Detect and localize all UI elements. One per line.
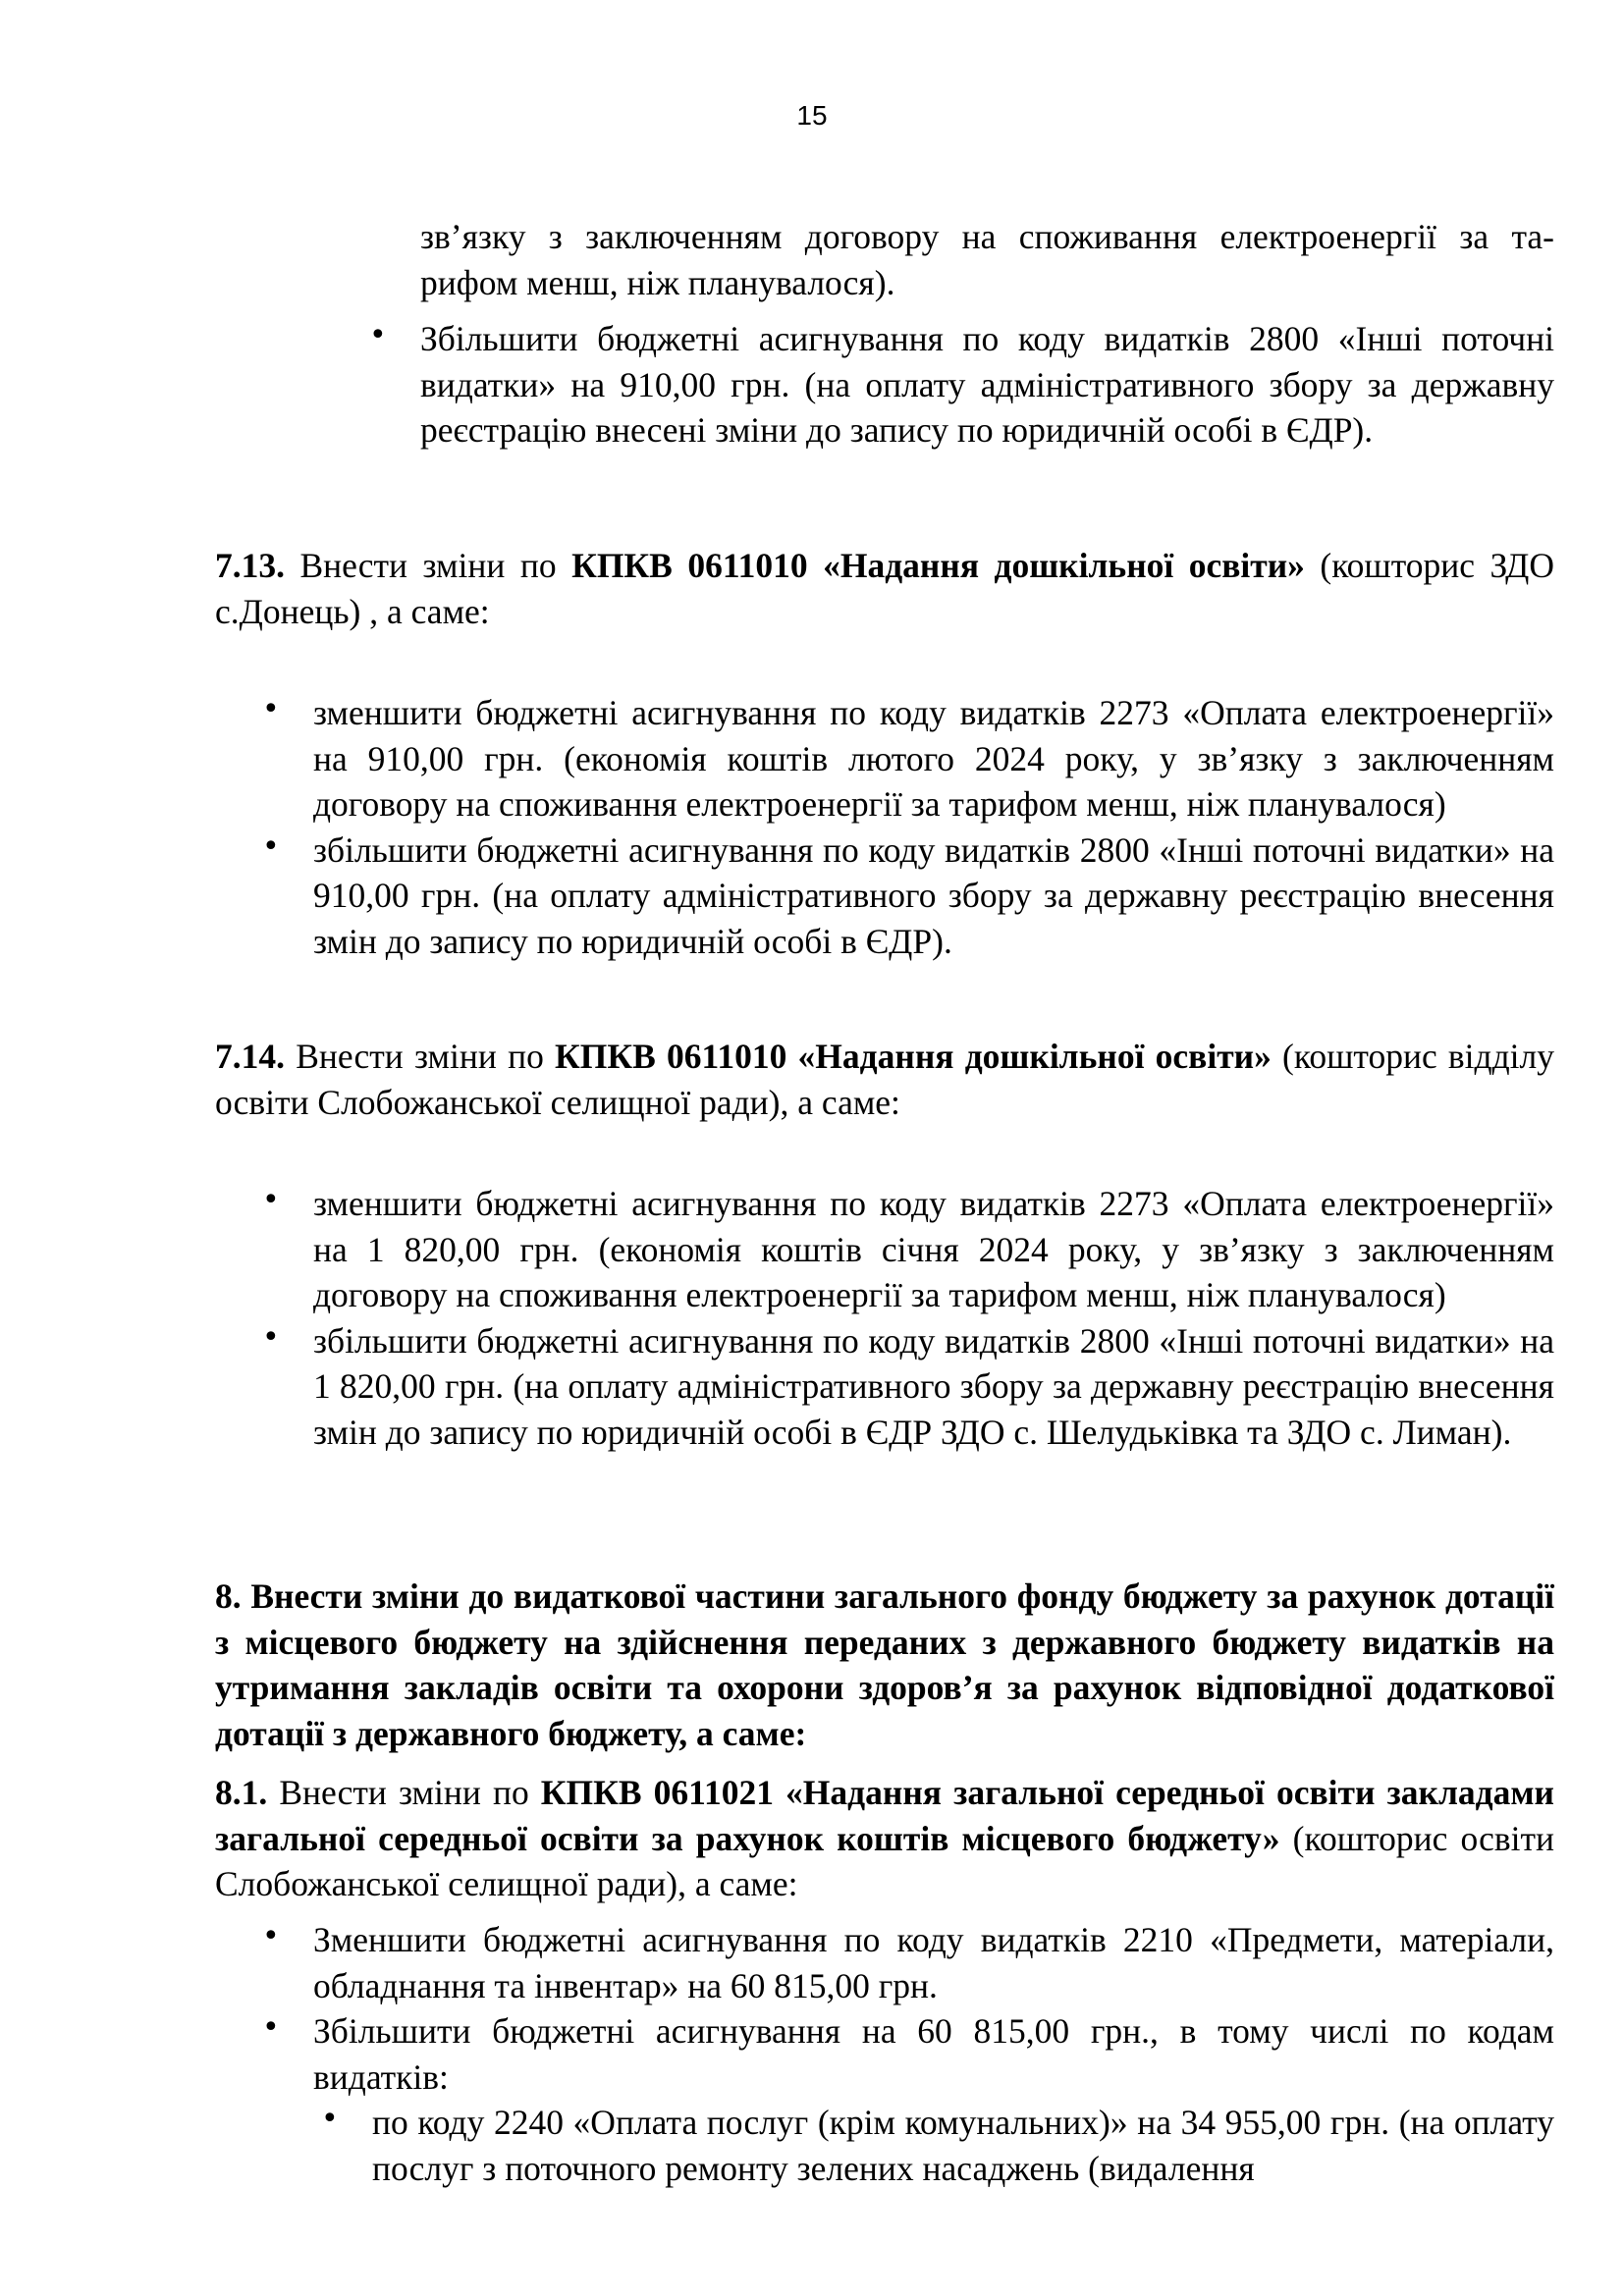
section-7-14 (215, 1034, 1554, 1125)
continuation-text (420, 214, 1554, 305)
heading-lead: Внести зміни по (285, 1037, 556, 1076)
heading-rest: (кошторис освіти Слобожанської селищної ради), а саме: (215, 1818, 1554, 1903)
heading-lead: Внести зміни по (267, 1773, 541, 1812)
list-item: • збільшити бюджетні асигнування по коду видатків 2800 «Інші поточні видатки» на 1 820,00 грн. (на оплату адміністративного збору за державну реєстрацію внесення змін до запису по юридичній особі в ЄДР ЗДО с. Шелудьківка та ЗДО с. Лиман). (313, 1318, 1554, 1456)
section-7-14-bullets (215, 1181, 1554, 1455)
dash-list (313, 2100, 1554, 2191)
list-item-text: Збільшити бюджетні асигнування на 60 815,00 грн., в тому числі по кодам видатків: (313, 2011, 1554, 2097)
section-8-bold-text: 8. Внести зміни до видаткової частини загального фонду бюджету за рахунок дотації з місцевого бюджету на здійснення переданих з державного бюджету видатків на утримання закладів освіти та охорони здоров’я за рахунок відповідної додаткової дотації з державного бюджету, а саме: (215, 1576, 1554, 1753)
dash-list-item: • по коду 2240 «Оплата послуг (крім комунальних)» на 34 955,00 грн. (на оплату послуг з поточного ремонту зелених насаджень (видалення (372, 2100, 1554, 2191)
list-item: • зменшити бюджетні асигнування по коду видатків 2273 «Оплата електроенергії» на 1 820,00 грн. (економія коштів січня 2024 року, у зв’язку з заключенням договору на споживання електроенергії за тарифом менш, ніж планувалося) (313, 1181, 1554, 1318)
section-number: 7.13. (215, 546, 285, 585)
list-item (313, 2008, 1554, 2191)
continuation-line-1: зв’язку з заключенням договору на споживання електроенергії за та- (420, 217, 1554, 256)
section-8-text (215, 1574, 1554, 1756)
continuation-bullet-block (322, 316, 1554, 454)
section-heading (215, 1034, 1554, 1125)
budget-code: КПКВ 0611010 «Надання дошкільної освіти» (555, 1037, 1272, 1076)
section-7-13-bullets (215, 690, 1554, 964)
section-number: 7.14. (215, 1037, 285, 1076)
section-heading (215, 1770, 1554, 1907)
list-item: • Зменшити бюджетні асигнування по коду видатків 2210 «Предмети, матеріали, обладнання та інвентар» на 60 815,00 грн. (313, 1917, 1554, 2008)
heading-rest: (кошторис відділу освіти Слобожанської селищної ради), а саме: (215, 1037, 1555, 1122)
continuation-line-2: рифом менш, ніж планувалося). (420, 262, 895, 302)
section-7-13 (215, 543, 1554, 634)
budget-code: КПКВ 0611010 «Надання дошкільної освіти» (571, 546, 1305, 585)
bullet-list (215, 1181, 1554, 1455)
list-item: • зменшити бюджетні асигнування по коду видатків 2273 «Оплата електроенергії» на 910,00 грн. (економія коштів лютого 2024 року, у зв’язку з заключенням договору на споживання електроенергії за тарифом менш, ніж планувалося) (313, 690, 1554, 828)
list-item: • Збільшити бюджетні асигнування по коду видатків 2800 «Інші поточні видатки» на 910,00 грн. (на оплату адміністративного збору за державну реєстрацію внесені зміни до запису по юридичній особі в ЄДР). (420, 316, 1554, 454)
section-number: 8.1. (215, 1773, 268, 1812)
heading-lead: Внести зміни по (285, 546, 572, 585)
bullet-list (215, 690, 1554, 964)
section-8 (215, 1574, 1554, 1756)
continuation-bullet-list (322, 316, 1554, 454)
section-8-1-bullets (215, 1917, 1554, 2191)
list-item: • збільшити бюджетні асигнування по коду видатків 2800 «Інші поточні видатки» на 910,00 грн. (на оплату адміністративного збору за державну реєстрацію внесення змін до запису по юридичній особі в ЄДР). (313, 828, 1554, 965)
bullet-list (215, 1917, 1554, 2191)
page-number: 15 (796, 100, 828, 131)
section-8-1 (215, 1770, 1554, 1907)
section-heading (215, 543, 1554, 634)
heading-rest: (кошторис ЗДО с.Донець) , а саме: (215, 546, 1554, 631)
budget-code: КПКВ 0611021 «Надання загальної середньої освіти закладами загальної середньої освіти за рахунок коштів місцевого бюджету» (215, 1773, 1554, 1858)
